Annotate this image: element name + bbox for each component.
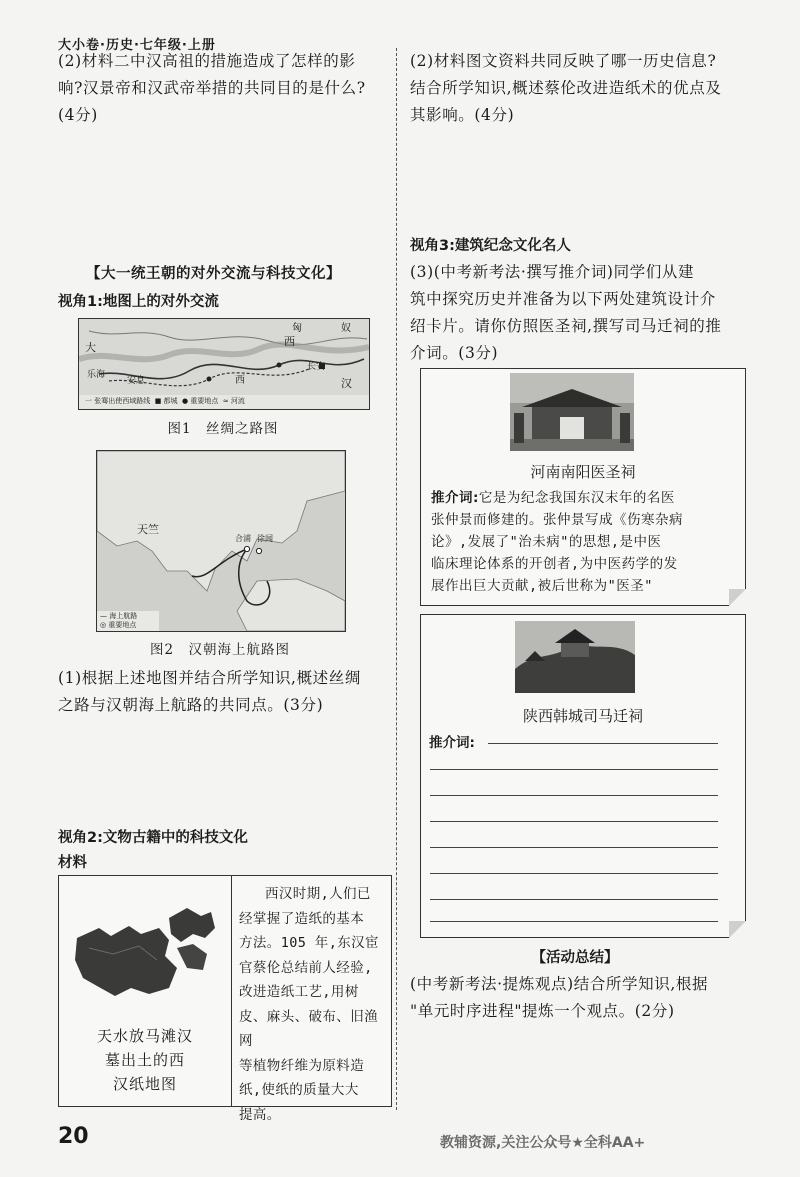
- question-line: (中考新考法·提炼观点)结合所学知识,根据: [410, 975, 709, 993]
- answer-line[interactable]: [430, 795, 718, 796]
- material-line: 提高。: [239, 1106, 281, 1123]
- caption-line: 天水放马滩汉: [96, 1027, 193, 1045]
- material-line: 纸,使纸的质量大大: [239, 1082, 359, 1098]
- caption-line: 墓出土的西: [104, 1051, 185, 1069]
- question-line: 之路与汉朝海上航路的共同点。(3分): [58, 696, 324, 714]
- intro-line: 论》,发展了"治未病"的思想,是中医: [431, 534, 662, 550]
- summary-title: 【活动总结】: [531, 950, 619, 966]
- legend-item: ● 重要地点: [181, 397, 219, 405]
- map-label: 天竺: [137, 523, 159, 536]
- question-line: "单元时序进程"提炼一个观点。(2分): [410, 1002, 675, 1020]
- map-label: 安息: [127, 376, 146, 386]
- material-label: 材料: [58, 855, 87, 871]
- footer-note: 教辅资源,关注公众号★全科AA+: [440, 1135, 646, 1151]
- question-line: 绍卡片。请你仿照医圣祠,撰写司马迁祠的推: [410, 317, 722, 335]
- yisheng-shrine-photo: [510, 373, 634, 451]
- page-curl: [729, 589, 747, 607]
- legend-item: ◎ 重要地点: [100, 621, 137, 629]
- maritime-route-map-graphic: [97, 451, 345, 631]
- answer-line[interactable]: [430, 769, 718, 770]
- answer-line[interactable]: [430, 921, 718, 922]
- map1-caption: 图1 丝绸之路图: [167, 421, 279, 437]
- answer-line[interactable]: [430, 847, 718, 848]
- caption-line: 汉纸地图: [112, 1075, 177, 1093]
- view2-title: 视角2:文物古籍中的科技文化: [58, 830, 248, 846]
- page-number: 20: [58, 1124, 89, 1149]
- map2-caption: 图2 汉朝海上航路图: [149, 642, 291, 658]
- map-label: 西: [235, 375, 245, 386]
- question-line: (1)根据上述地图并结合所学知识,概述丝绸: [58, 669, 361, 687]
- right-top-question: [410, 48, 750, 129]
- material-text: [239, 882, 387, 1127]
- intro-line: 展作出巨大贡献,被后世称为"医圣": [431, 578, 653, 594]
- answer-line[interactable]: [488, 743, 718, 744]
- question-line: 结合所学知识,概述蔡伦改进造纸术的优点及: [410, 79, 722, 97]
- question-line: (4分): [58, 106, 98, 124]
- legend-item: 一 张骞出使西域路线: [85, 397, 151, 405]
- material-line: 方法。105 年,东汉宦: [239, 935, 379, 951]
- simaqian-shrine-card: [420, 614, 746, 938]
- map-label: 合浦: [235, 534, 251, 543]
- answer-line[interactable]: [430, 821, 718, 822]
- question-line: 筑中探究历史并准备为以下两处建筑设计介: [410, 290, 716, 308]
- series-header: 大小卷·历史·七年级·上册: [58, 38, 216, 53]
- material-divider: [231, 876, 232, 1106]
- page-curl: [729, 921, 747, 939]
- map-label: 乐海: [87, 370, 106, 380]
- map-label: 西: [284, 335, 295, 348]
- material-line: 官蔡伦总结前人经验,: [239, 959, 373, 976]
- intro-line: 张仲景而修建的。张仲景写成《伤寒杂病: [431, 512, 683, 528]
- map-label: 汉: [341, 377, 352, 390]
- question-line: (2)材料二中汉高祖的措施造成了怎样的影: [58, 52, 356, 70]
- left-top-question: [58, 48, 393, 129]
- answer-line[interactable]: [430, 899, 718, 900]
- yisheng-shrine-name: 河南南阳医圣祠: [530, 463, 636, 481]
- map-label: 大: [85, 341, 96, 354]
- yisheng-intro: [431, 487, 739, 597]
- simaqian-shrine-name: 陕西韩城司马迁祠: [522, 707, 643, 725]
- material-line: 等植物纤维为原料造: [239, 1057, 365, 1074]
- map-legend: [100, 612, 137, 630]
- view3-question: [410, 259, 750, 367]
- section-title: 【大一统王朝的对外交流与科技文化】: [86, 266, 341, 282]
- artifact-caption: [59, 1024, 231, 1096]
- question-line: 响?汉景帝和汉武帝举措的共同目的是什么?: [58, 79, 366, 97]
- paper-map-artifact-image: [69, 898, 219, 1008]
- map-label: 奴: [341, 323, 351, 334]
- question-line: (2)材料图文资料共同反映了哪一历史信息?: [410, 52, 717, 70]
- material-line: 经掌握了造纸的基本: [239, 910, 365, 927]
- material-line: 改进造纸工艺,用树: [239, 984, 359, 1000]
- view3-title: 视角3:建筑纪念文化名人: [410, 238, 571, 254]
- intro-label: 推介词:: [431, 490, 479, 506]
- map-legend: [85, 396, 245, 406]
- legend-item: ≈ 河流: [222, 397, 245, 405]
- question-line: (3)(中考新考法·撰写推介词)同学们从建: [410, 263, 695, 281]
- map-label: 长安: [307, 362, 326, 372]
- view1-question: [58, 665, 393, 719]
- material-line: 西汉时期,人们已: [265, 886, 371, 902]
- material-box: [58, 875, 392, 1123]
- yisheng-shrine-card: [420, 368, 746, 606]
- simaqian-shrine-photo: [515, 621, 635, 693]
- question-line: 介词。(3分): [410, 344, 499, 362]
- summary-question: [410, 971, 750, 1025]
- legend-item: — 海上航路: [100, 612, 138, 620]
- maritime-route-map: [96, 450, 346, 632]
- question-line: 其影响。(4分): [410, 106, 515, 124]
- legend-item: ■ 都城: [154, 397, 178, 405]
- answer-line[interactable]: [430, 873, 718, 874]
- material-line: 皮、麻头、破布、旧渔网: [239, 1008, 378, 1049]
- intro-line: 临床理论体系的开创者,为中医药学的发: [431, 556, 678, 572]
- intro-line: 它是为纪念我国东汉末年的名医: [478, 490, 675, 506]
- map-label: 徐闻: [257, 534, 273, 543]
- view1-title: 视角1:地图上的对外交流: [58, 294, 219, 310]
- silk-road-map: [78, 318, 370, 410]
- intro-label: 推介词:: [429, 735, 475, 751]
- map-label: 匈: [292, 323, 302, 334]
- column-divider: [396, 48, 397, 1110]
